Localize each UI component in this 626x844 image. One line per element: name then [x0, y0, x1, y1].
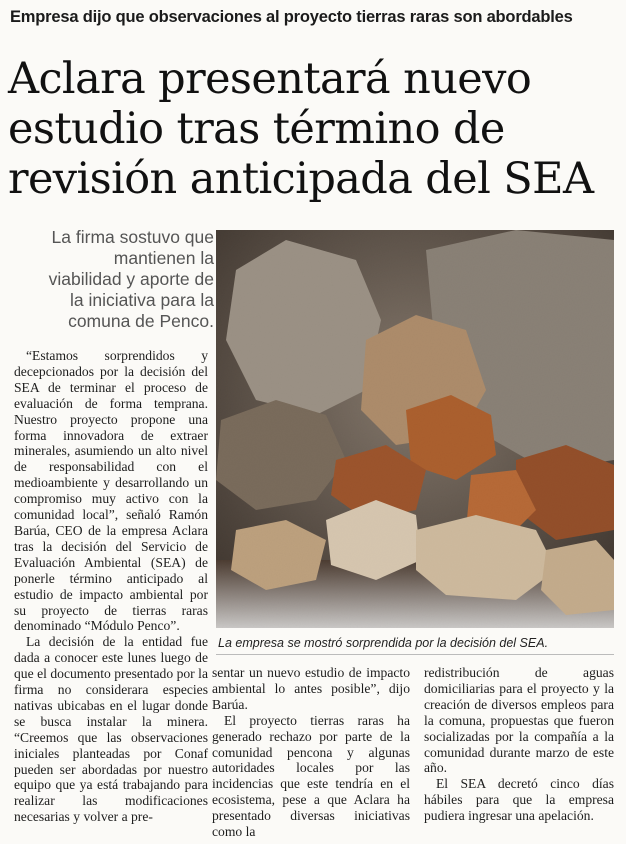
article-column-3 — [424, 665, 614, 824]
headline — [8, 54, 618, 204]
paragraph: sentar un nuevo estudio de impacto ambiental lo antes posible”, dijo Barúa. — [212, 665, 410, 712]
article-column-2 — [212, 665, 410, 840]
caption-divider — [216, 654, 614, 655]
paragraph: El SEA decretó cinco días hábiles para que la empresa pudiera ingresar una apelación. — [424, 776, 614, 824]
paragraph: El proyecto tierras raras ha generado rechazo por parte de la comunidad pencona y algunas autoridades locales por las incidencias que este tendría en el ecosistema, pese a que Aclara ha presentado diversas iniciativas como la — [212, 712, 410, 840]
deck-line: La firma sostuvo que — [51, 227, 214, 247]
deck-line: comuna de Penco. — [68, 311, 214, 331]
deck-line: la iniciativa para la — [70, 290, 214, 310]
deck-line: viabilidad y aporte de — [48, 269, 214, 289]
deck-line: mantienen la — [113, 248, 214, 268]
rocks-photo — [216, 230, 614, 628]
paragraph: La decisión de la entidad fue dada a conocer este lunes luego de que el documento presentado por la firma no considerara especies nativas ubicabas en el lugar donde se busca instalar la minera. “Creemos que las observaciones iniciales planteadas por Conaf pueden ser abordadas por nuestro equipo que ya está trabajando para realizar las modificaciones necesarias y volver a pre- — [14, 634, 208, 825]
deck — [14, 227, 214, 332]
paragraph: redistribución de aguas domiciliarias para el proyecto y la creación de diversos empleos para la comuna, propuestas que fueron socializadas por la compañía a la comunidad durante marzo de este año. — [424, 665, 614, 776]
paragraph: “Estamos sorprendidos y decepcionados por la decisión del SEA de terminar el proceso de evaluación de forma temprana. Nuestro proyecto propone una forma innovadora de extraer minerales, asumiendo un alto nivel de responsabilidad con el medioambiente y desarrollando un compromiso muy activo con la comunidad local”, señaló Ramón Barúa, CEO de la empresa Aclara tras la decisión del Servicio de Evaluación Ambiental (SEA) de ponerle término anticipado al estudio de impacto ambiental por su proyecto de tierras raras denominado “Módulo Penco”. — [14, 348, 208, 634]
headline-line: estudio tras término de — [8, 104, 505, 154]
photo-caption: La empresa se mostró sorprendida por la decisión del SEA. — [218, 636, 549, 650]
headline-line: Aclara presentará nuevo — [8, 54, 532, 104]
headline-line: revisión anticipada del SEA — [8, 154, 594, 204]
kicker: Empresa dijo que observaciones al proyecto tierras raras son abordables — [10, 8, 573, 26]
article-column-1 — [14, 348, 208, 825]
rocks-illustration — [216, 230, 614, 628]
